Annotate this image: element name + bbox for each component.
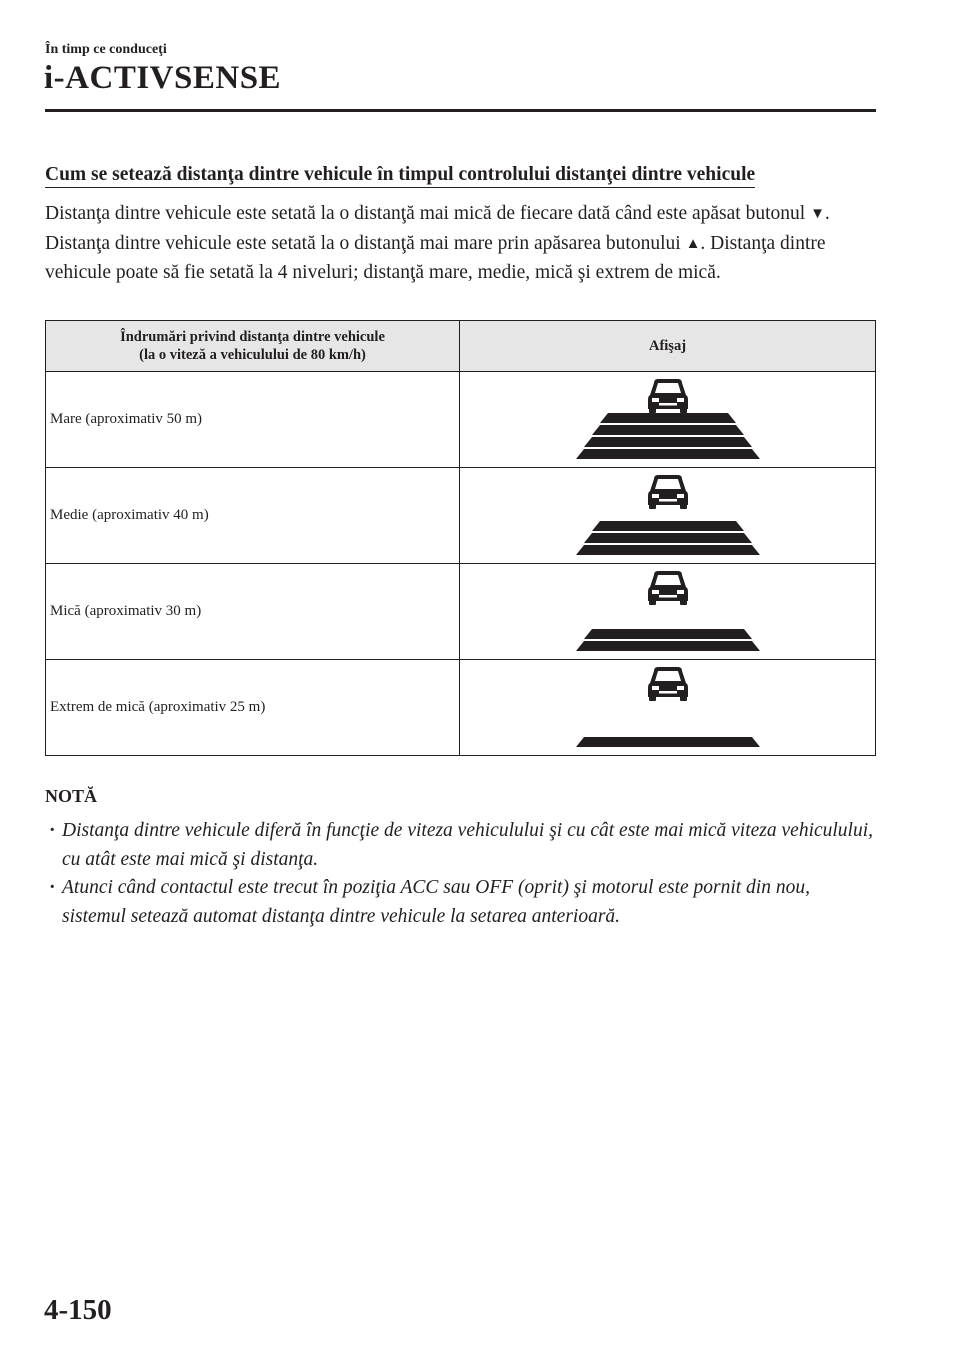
header-guidance-line-1: Îndrumări privind distanţa dintre vehicule: [120, 329, 385, 345]
row-label: Mare (aproximativ 50 m): [46, 372, 460, 468]
bullet-icon: ·: [49, 820, 56, 841]
table-row: [46, 660, 876, 756]
table-row: [46, 372, 876, 468]
table-row: [46, 564, 876, 660]
car-front-icon: [648, 379, 688, 413]
distance-display-icon: [568, 473, 768, 559]
distance-bar-icon: [576, 449, 760, 459]
title-divider: [45, 109, 876, 112]
row-display: [460, 372, 876, 468]
note-title: NOTĂ: [45, 786, 98, 806]
paragraph-part-3: . Distanţa dintre vehicule poate să fie setată la 4 niveluri; distanţă mare, medie, mică şi extrem de mică.: [45, 232, 826, 283]
distance-bar-icon: [576, 737, 760, 747]
paragraph-part-1: Distanţa dintre vehicule este setată la o distanţă mai mică de fiecare dată când este apăsat butonul: [45, 203, 811, 224]
row-label: Extrem de mică (aproximativ 25 m): [46, 660, 460, 756]
distance-bar-icon: [576, 641, 760, 651]
section-paragraph: [45, 200, 877, 288]
note-text: Distanţa dintre vehicule diferă în funcţie de viteza vehiculului şi cu cât este mai mică viteza vehiculului, cu atât este mai mică şi distanţa.: [62, 820, 874, 870]
section-heading: Cum se setează distanţa dintre vehicule în timpul controlului distanţei dintre vehicule: [45, 164, 755, 188]
distance-display-icon: [568, 665, 768, 751]
bullet-icon: ·: [49, 877, 56, 898]
breadcrumb: În timp ce conduceţi: [45, 42, 167, 57]
distance-bar-icon: [584, 629, 752, 639]
car-front-icon: [648, 571, 688, 605]
header-display: Afişaj: [460, 321, 876, 372]
page-title: i-ACTIVSENSE: [44, 60, 282, 96]
car-front-icon: [648, 475, 688, 509]
paragraph-part-2: . Distanţa dintre vehicule este setată la o distanţă mai mare prin apăsarea butonului: [45, 203, 830, 254]
table-header-row: [46, 321, 876, 372]
page-number: 4-150: [44, 1294, 112, 1326]
distance-bar-icon: [592, 425, 744, 435]
row-display: [460, 564, 876, 660]
distance-bar-icon: [584, 437, 752, 447]
distance-bar-icon: [584, 533, 752, 543]
distance-bar-icon: [592, 521, 744, 531]
note-text: Atunci când contactul este trecut în poziţia ACC sau OFF (oprit) şi motorul este pornit din nou, sistemul setează automat distanţa dintre vehicule la setarea anterioară.: [62, 877, 810, 927]
distance-display-icon: [568, 377, 768, 463]
header-guidance: [46, 321, 460, 372]
distance-bar-icon: [600, 413, 736, 423]
table-row: [46, 468, 876, 564]
note-item: [45, 817, 877, 874]
down-button-symbol: ▼: [810, 206, 825, 222]
row-display: [460, 660, 876, 756]
row-label: Medie (aproximativ 40 m): [46, 468, 460, 564]
distance-table: [45, 320, 876, 756]
up-button-symbol: ▲: [685, 235, 701, 252]
header-guidance-line-2: (la o viteză a vehiculului de 80 km/h): [139, 347, 366, 363]
distance-display-icon: [568, 569, 768, 655]
distance-bar-icon: [576, 545, 760, 555]
row-display: [460, 468, 876, 564]
row-label: Mică (aproximativ 30 m): [46, 564, 460, 660]
car-front-icon: [648, 667, 688, 701]
note-list: [45, 817, 877, 931]
note-item: [45, 874, 877, 931]
